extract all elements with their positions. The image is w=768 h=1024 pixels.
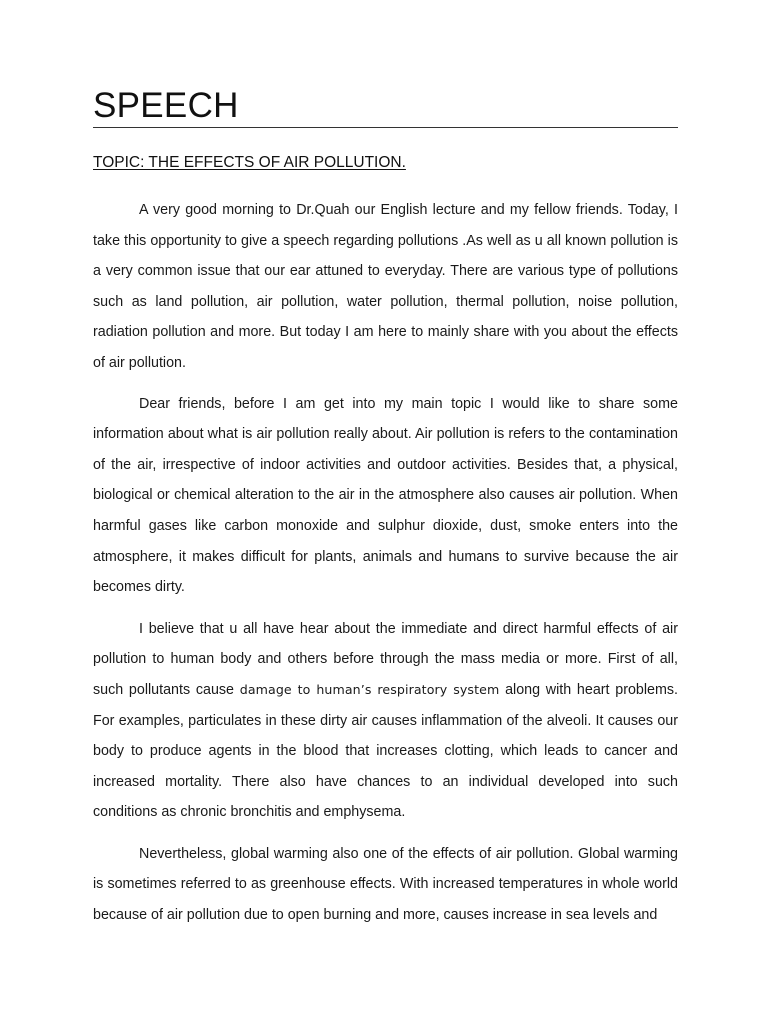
paragraph-3-highlight: damage to human’s respiratory system [239, 681, 500, 697]
document-heading: SPEECH [93, 86, 239, 125]
paragraph-3-part-1: I believe that u all have hear about the immediate and direct harmful effects of air pollution to human body and others before through the mass media or more. First of all, such pollutants cause [93, 620, 678, 698]
topic-line: TOPIC: THE EFFECTS OF AIR POLLUTION. [93, 154, 406, 171]
paragraph-2: Dear friends, before I am get into my main topic I would like to share some information about what is air pollution really about. Air pollution is refers to the contamination of the air, irrespective of indoor activities and outdoor activities. Besides that, a physical, biological or chemical alteration to the air in the atmosphere also causes air pollution. When harmful gases like carbon monoxide and sulphur dioxide, dust, smoke enters into the atmosphere, it makes difficult for plants, animals and humans to survive because the air becomes dirty. [93, 395, 678, 596]
speech-body [93, 195, 678, 941]
paragraph-3 [93, 614, 678, 828]
paragraph-3-part-2: along with heart problems. For examples, particulates in these dirty air causes inflammation of the alveoli. It causes our body to produce agents in the blood that increases clotting, which leads to cancer and increased mortality. There also have chances to an individual developed into such conditions as chronic bronchitis and emphysema. [93, 681, 679, 821]
paragraph-1: A very good morning to Dr.Quah our English lecture and my fellow friends. Today, I take this opportunity to give a speech regarding pollutions .As well as u all known pollution is a very common issue that our ear attuned to everyday. There are various type of pollutions such as land pollution, air pollution, water pollution, thermal pollution, noise pollution, radiation pollution and more. But today I am here to mainly share with you about the effects of air pollution. [93, 202, 678, 371]
heading-rule [93, 127, 678, 128]
paragraph-4: Nevertheless, global warming also one of the effects of air pollution. Global warming is sometimes referred to as greenhouse effects. With increased temperatures in whole world because of air pollution due to open burning and more, causes increase in sea levels and [93, 845, 678, 924]
